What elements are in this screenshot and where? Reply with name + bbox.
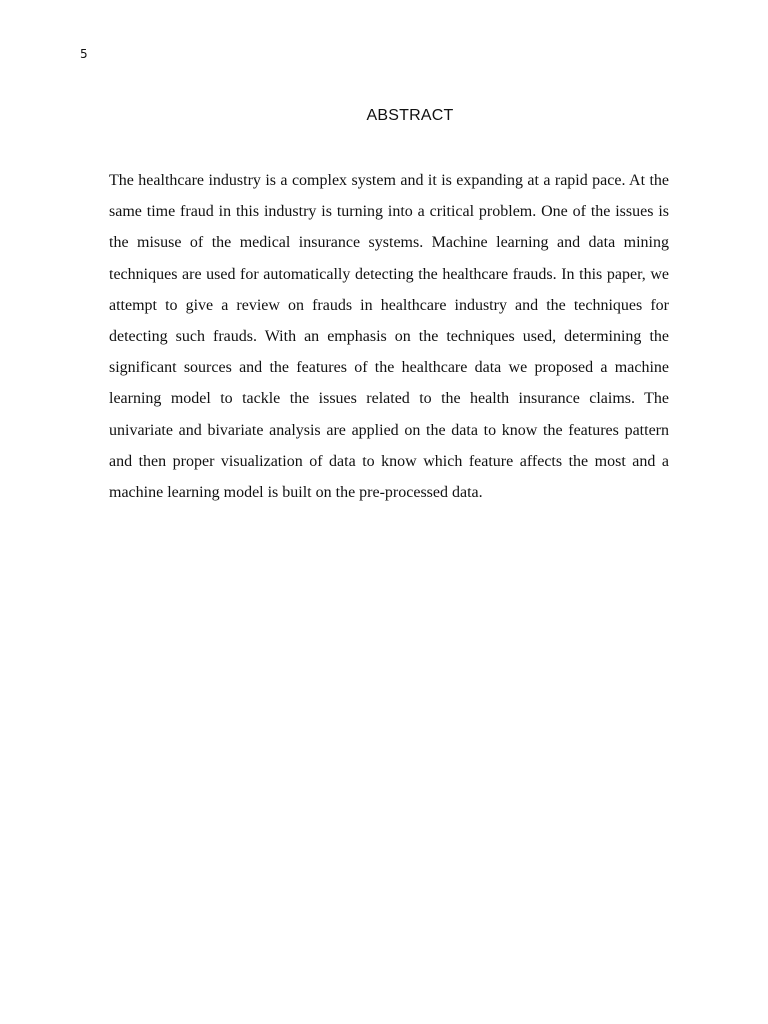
abstract-paragraph: The healthcare industry is a complex system and it is expanding at a rapid pace. At the same time fraud in this industry is turning into a critical problem. One of the issues is the misuse of the medical insurance systems. Machine learning and data mining techniques are used for automatically detecting the healthcare frauds. In this paper, we attempt to give a review on frauds in healthcare industry and the techniques for detecting such frauds. With an emphasis on the techniques used, determining the significant sources and the features of the healthcare data we proposed a machine learning model to tackle the issues related to the health insurance claims. The univariate and bivariate analysis are applied on the data to know the features pattern and then proper visualization of data to know which feature affects the most and a machine learning model is built on the pre-processed data. [109,172,669,502]
page-number: 5 [80,47,88,61]
abstract-heading: ABSTRACT [366,107,454,124]
